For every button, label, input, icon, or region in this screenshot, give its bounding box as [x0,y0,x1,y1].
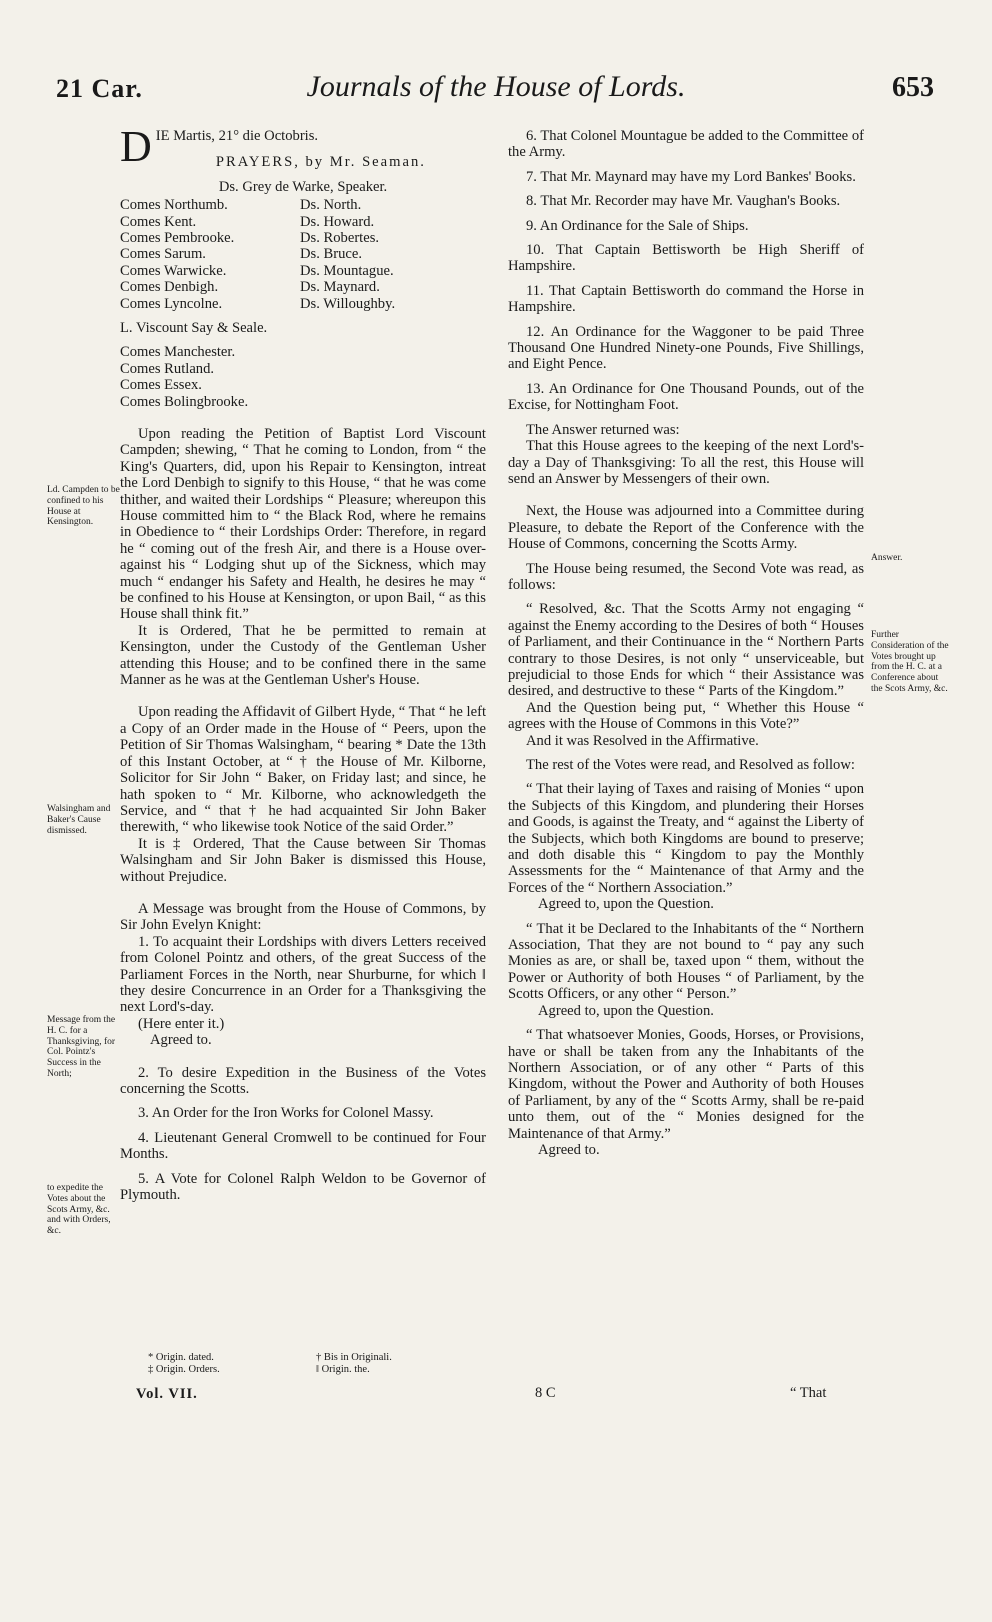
attendee: Comes Bolingbrooke. [120,393,249,410]
attendee: Ds. Maynard. [300,279,380,296]
left-column [120,122,486,1204]
attendee: Comes Northumb. [120,197,228,214]
message-item-7: 7. That Mr. Maynard may have my Lord Bankes' Books. [526,168,856,185]
hyde-affidavit: Upon reading the Affidavit of Gilbert Hyde, “ That “ he left a Copy of an Order made in the House of “ Peers, upon the Petition of Sir Thomas Walsingham, “ bearing * Date the 13th of this Instant October, at “ † the House of Mr. Kilborne, Solicitor for Sir John “ Baker, on Friday last; and since, he hath spoken to “ Mr. Kilborne, who acknowledgeth the Service, and “ that † he had acquainted Sir John Baker therewith, “ who likewise took Notice of the said Order.” [120,704,486,836]
margin-note-campden: Ld. Campden to be confined to his House at Kensington. [47,485,120,528]
viscount-line: L. Viscount Say & Seale. [120,319,268,336]
attendee: Comes Essex. [120,377,202,394]
message-item-2: 2. To desire Expedition in the Business of the Votes concerning the Scotts. [120,1064,486,1098]
committee-adjourned: Next, the House was adjourned into a Committee during Pleasure, to debate the Report of the Conference with the House of Commons, concerning the Scotts Army. [508,503,864,553]
message-item-8: 8. That Mr. Recorder may have Mr. Vaughan's Books. [526,193,841,210]
resolved-affirmative: And it was Resolved in the Affirmative. [526,732,759,749]
attendee: Comes Sarum. [120,246,206,263]
signature-mark: 8 C [535,1385,556,1401]
agreed-to: Agreed to. [150,1032,212,1049]
attendee: Ds. Mountague. [300,262,394,279]
attendee: Comes Warwicke. [120,262,227,279]
footnotes [136,1352,472,1376]
attendance-barons [300,197,486,312]
message-item-1: 1. To acquaint their Lordships with divers Letters received from Colonel Pointz and others, of the great Success of the Parliament Forces in the North, near Shurburne, for which ‖ they desire Concurrence in an Order for a Thanksgiving the next Lord's-day. [120,933,486,1016]
agreed-question-1: Agreed to, upon the Question. [538,896,714,913]
header-regnal-year: 21 Car. [56,74,143,103]
header-page-number: 653 [892,72,934,103]
volume-mark: Vol. VII. [136,1386,198,1402]
footnote-bis: † Bis in Originali. [316,1352,392,1363]
agreed-last: Agreed to. [538,1141,600,1158]
message-item-10: 10. That Captain Bettisworth be High Sheriff of Hampshire. [508,242,864,275]
message-item-4: 4. Lieutenant General Cromwell to be continued for Four Months. [120,1129,486,1163]
here-enter-it: (Here enter it.) [138,1015,225,1032]
attendee: Ds. Robertes. [300,230,380,246]
message-item-5: 5. A Vote for Colonel Ralph Weldon to be Governor of Plymouth. [120,1170,486,1204]
attendee: Comes Kent. [120,213,197,230]
footnote-the: ‖ Origin. the. [316,1364,370,1375]
margin-note-expedite: to expedite the Votes about the Scots Army, &c. and with Orders, &c. [47,1183,111,1237]
agreed-question-2: Agreed to, upon the Question. [538,1002,714,1019]
margin-note-answer: Answer. [871,553,903,563]
vote-second: “ Resolved, &c. That the Scotts Army not engaging “ against the Enemy according to the Desires of both “ Houses of Parliament, and their Continuance in the “ Northern Parts contrary to those Desires, is not only “ unserviceable, but prejudicial to those Ends for which “ their Assistance was desired, and destructive to these “ Parts of the Kingdom.” [508,601,864,700]
attendance-list [120,197,486,312]
footnote-dated: * Origin. dated. [148,1352,214,1363]
vote-repaid: “ That whatsoever Monies, Goods, Horses, or Provisions, have or shall be taken from any the Inhabitants of the Northern Association, or of any other “ Parts of this Kingdom, without the Power and Authority of both Houses of Parliament, by any of the “ Scotts Army, shall be re-paid unto them, out of the “ Monies designed for the Maintenance of that Army.” [508,1027,864,1142]
attendee: Ds. Bruce. [300,246,363,263]
question-put: And the Question being put, “ Whether this House “ agrees with the House of Commons in this Vote?” [508,699,864,733]
vote-taxes: “ That their laying of Taxes and raising of Monies “ upon the Subjects of this Kingdom, and plundering their Horses and Goods, is against the Treaty, and “ against the Liberty of the Subjects, which both Kingdoms are bound to preserve; and doth disable this “ Kingdom to pay the Monthly Assessments for the “ Maintenance of that Army and the Forces of the “ Northern Association.” [508,781,864,896]
rest-of-votes: The rest of the Votes were read, and Resolved as follow: [526,757,855,773]
answer-text: That this House agrees to the keeping of the next Lord's-day a Day of Thanksgiving: To all the rest, this House will send an Answer by Messengers of their own. [508,438,864,487]
session-date: DIE Martis, 21° die Octobris. [120,122,319,171]
vote-declared: “ That it be Declared to the Inhabitants of the “ Northern Association, That they are not bound to “ pay any such Monies as are, or shall be, taxed upon “ them, without the Power or Authority of both Houses “ of Parliament, by the Scotts Officers, or any other “ Person.” [508,920,864,1003]
attendance-earls [120,197,300,312]
footnote-orders: ‡ Origin. Orders. [148,1364,220,1375]
attendee: Comes Lyncolne. [120,295,223,312]
attendee: Ds. Willoughby. [300,295,396,312]
message-item-13: 13. An Ordinance for One Thousand Pounds, out of the Excise, for Nottingham Foot. [508,380,864,414]
attendee: Comes Pembrooke. [120,230,235,246]
margin-note-message: Message from the H. C. for a Thanksgiving, for Col. Pointz's Success in the North; [47,1015,116,1079]
message-item-6: 6. That Colonel Mountague be added to the Committee of the Army. [508,128,864,161]
commons-message: A Message was brought from the House of Commons, by Sir John Evelyn Knight: [120,900,486,934]
header-title: Journals of the House of Lords. [306,70,686,103]
message-item-3: 3. An Order for the Iron Works for Colonel Massy. [138,1105,434,1122]
margin-note-further: Further Consideration of the Votes brought up from the H. C. at a Conference about the Scots Army, &c. [871,630,949,694]
attendee: Comes Denbigh. [120,279,219,296]
drop-cap: D [120,122,152,171]
campden-petition: Upon reading the Petition of Baptist Lord Viscount Campden; shewing, “ That he coming to London, from “ the King's Quarters, did, upon his Repair to Kensington, intreat the Lord Denbigh to signify to this House, “ that he was come thither, and waited their Lordships “ Pleasure; whereupon this House committed him to “ the Black Rod, where he remains in Obedience to “ their Lordships Order: Therefore, in regard he “ coming out of the fresh Air, and there is a House over-against his “ Lodging shut up of the Sickness, which may much “ endanger his Safety and Health, he desires he may “ be confined to his House at Kensington, or upon Bail, “ as this House shall think fit.” [120,425,486,623]
answer-intro: The Answer returned was: [526,421,680,438]
catchword: “ That [790,1385,827,1401]
attendee: Ds. North. [300,197,362,214]
walsingham-order: It is ‡ Ordered, That the Cause between Sir Thomas Walsingham and Sir John Baker is dismissed this House, without Prejudice. [120,835,486,885]
attendance-earls-2 [120,344,486,410]
house-resumed: The House being resumed, the Second Vote was read, as follows: [508,560,864,593]
margin-note-walsingham: Walsingham and Baker's Cause dismissed. [47,804,111,836]
attendee: Comes Rutland. [120,360,215,377]
prayers-line: PRAYERS, by Mr. Seaman. [215,154,426,171]
campden-order: It is Ordered, That he be permitted to remain at Kensington, under the Custody of the Gentleman Usher attending this House; and to be confined there in the same Manner as he was at the Gentleman Usher's House. [120,622,486,689]
running-header [0,66,992,116]
speaker-line: Ds. Grey de Warke, Speaker. [218,178,388,195]
message-item-11: 11. That Captain Bettisworth do command the Horse in Hampshire. [508,282,864,316]
attendee: Ds. Howard. [300,213,375,230]
attendee: Comes Manchester. [120,344,236,361]
message-item-9: 9. An Ordinance for the Sale of Ships. [526,217,749,234]
right-column [508,128,864,1158]
message-item-12: 12. An Ordinance for the Waggoner to be paid Three Thousand One Hundred Ninety-one Pounds, Five Shillings, and Eight Pence. [508,323,864,373]
